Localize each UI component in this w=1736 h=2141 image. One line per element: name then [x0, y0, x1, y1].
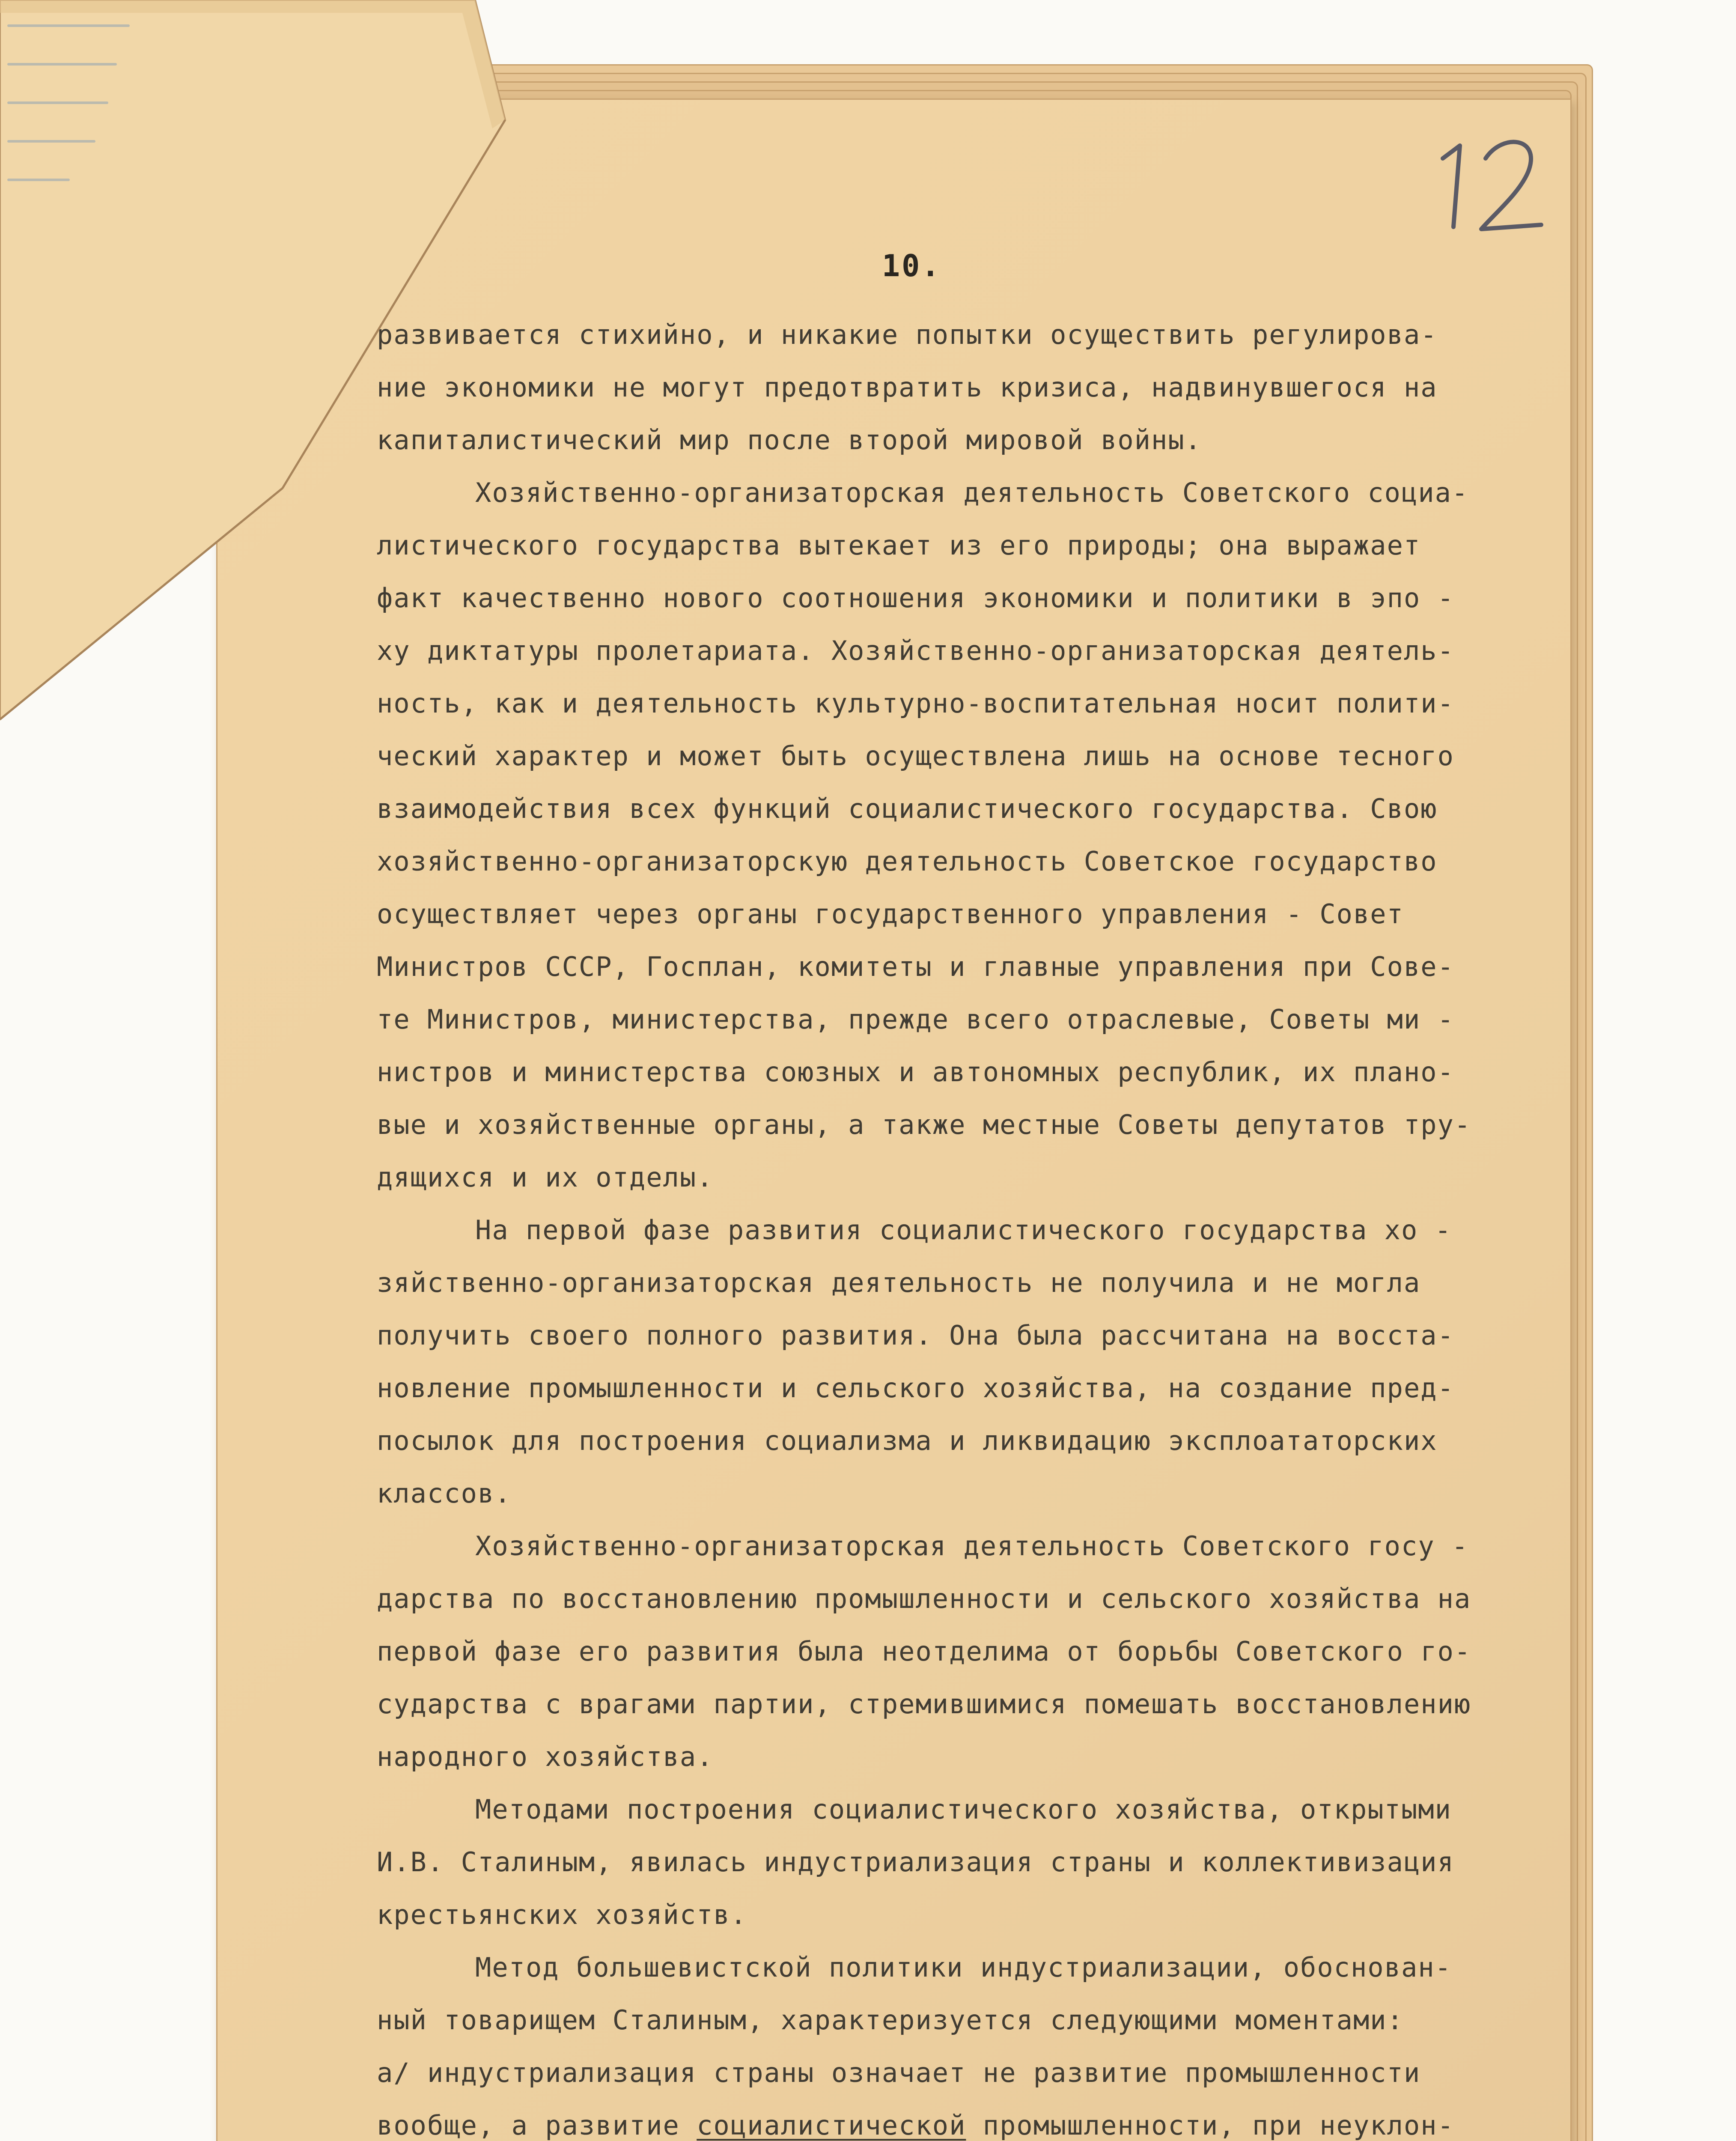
- text-line: И.В. Сталиным, явилась индустриализация страны и коллективизация: [377, 1846, 1454, 1878]
- text-line: дящихся и их отделы.: [377, 1162, 714, 1193]
- text-line: Хозяйственно-организаторская деятельность Советского социа-: [475, 477, 1469, 508]
- text-line: Метод большевистской политики индустриализации, обоснован-: [475, 1952, 1452, 1983]
- archive-folio-number: [1413, 128, 1567, 244]
- text-line: а/ индустриализация страны означает не развитие промышленности: [377, 2057, 1421, 2088]
- text-line: ние экономики не могут предотвратить кризиса, надвинувшегося на: [377, 372, 1438, 403]
- text-line: вые и хозяйственные органы, а также местные Советы депутатов тру-: [377, 1109, 1471, 1140]
- text-line: зяйственно-организаторская деятельность не получила и не могла: [377, 1267, 1421, 1298]
- text-line: Хозяйственно-организаторская деятельность Советского госу -: [475, 1530, 1469, 1562]
- text-line: взаимодействия всех функций социалистического государства. Свою: [377, 793, 1438, 824]
- text-line: те Министров, министерства, прежде всего отраслевые, Советы ми -: [377, 1004, 1454, 1035]
- text-line: получить своего полного развития. Она была рассчитана на восста-: [377, 1320, 1454, 1351]
- text-segment: вообще, а развитие: [377, 2110, 680, 2141]
- text-line: дарства по восстановлению промышленности и сельского хозяйства на: [377, 1583, 1471, 1614]
- text-line: развивается стихийно, и никакие попытки осуществить регулирова-: [377, 319, 1438, 350]
- text-line: осуществляет через органы государственного управления - Совет: [377, 898, 1404, 930]
- text-line: листического государства вытекает из его природы; она выражает: [377, 530, 1421, 561]
- text-line: ность, как и деятельность культурно-воспитательная носит полити-: [377, 688, 1454, 719]
- underlined-word: социалистической: [697, 2110, 966, 2141]
- text-line: На первой фазе развития социалистического государства хо -: [475, 1214, 1452, 1246]
- text-line-with-underline: [377, 2099, 1554, 2141]
- text-line: капиталистический мир после второй мировой войны.: [377, 424, 1202, 456]
- text-line: ный товарищем Сталиным, характеризуется следующими моментами:: [377, 2004, 1404, 2036]
- text-line: крестьянских хозяйств.: [377, 1899, 747, 1930]
- text-segment: промышленности, при неуклон-: [983, 2110, 1454, 2141]
- folded-previous-sheet: [0, 0, 557, 771]
- text-line: первой фазе его развития была неотделима от борьбы Советского го-: [377, 1636, 1471, 1667]
- text-line: факт качественно нового соотношения экономики и политики в эпо -: [377, 582, 1454, 614]
- page-number: 10.: [882, 248, 941, 283]
- text-line: народного хозяйства.: [377, 1741, 714, 1772]
- text-line: ческий характер и может быть осуществлена лишь на основе тесного: [377, 740, 1454, 772]
- text-line: хозяйственно-организаторскую деятельность Советское государство: [377, 846, 1438, 877]
- text-line: нистров и министерства союзных и автономных республик, их плано-: [377, 1056, 1454, 1088]
- text-line: сударства с врагами партии, стремившимися помешать восстановлению: [377, 1688, 1471, 1720]
- text-line: классов.: [377, 1478, 512, 1509]
- text-line: Министров СССР, Госплан, комитеты и главные управления при Сове-: [377, 951, 1454, 982]
- text-line: посылок для построения социализма и ликвидацию эксплоататорских: [377, 1425, 1438, 1456]
- text-line: Методами построения социалистического хозяйства, открытыми: [475, 1794, 1452, 1825]
- text-line: ху диктатуры пролетариата. Хозяйственно-организаторская деятель-: [377, 635, 1454, 666]
- text-line: новление промышленности и сельского хозяйства, на создание пред-: [377, 1372, 1454, 1404]
